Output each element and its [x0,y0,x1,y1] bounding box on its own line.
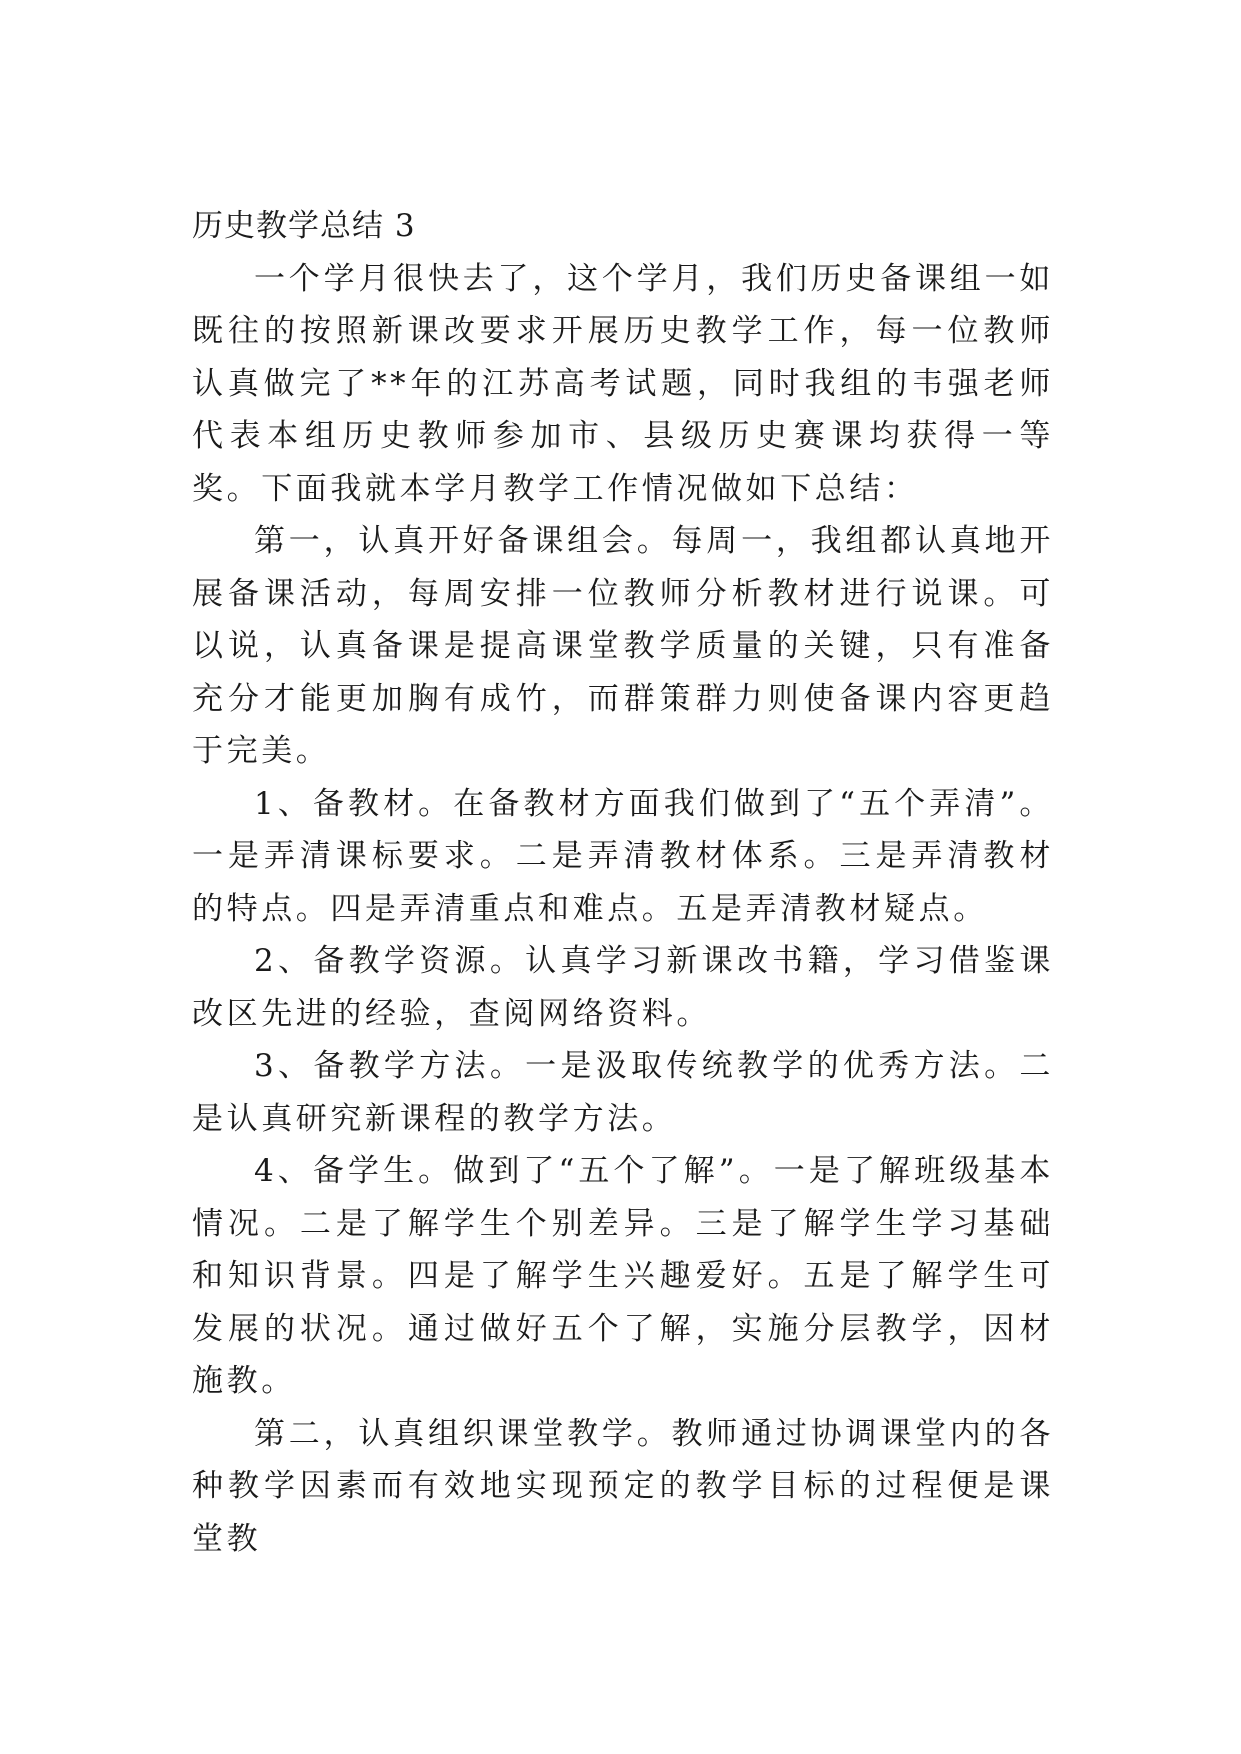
paragraph-item-1: 1、备教材。在备教材方面我们做到了“五个弄清”。一是弄清课标要求。二是弄清教材体系。三是弄清教材的特点。四是弄清重点和难点。五是弄清教材疑点。 [192,785,1054,927]
paragraph-intro: 一个学月很快去了，这个学月，我们历史备课组一如既往的按照新课改要求开展历史教学工作，每一位教师认真做完了**年的江苏高考试题，同时我组的韦强老师代表本组历史教师参加市、县级历史赛课均获得一等奖。下面我就本学月教学工作情况做如下总结： [192,260,1054,507]
paragraph-item-2: 2、备教学资源。认真学习新课改书籍，学习借鉴课改区先进的经验，查阅网络资料。 [192,943,1054,1032]
paragraph-section-one: 第一，认真开好备课组会。每周一，我组都认真地开展备课活动，每周安排一位教师分析教材进行说课。可以说，认真备课是提高课堂教学质量的关键，只有准备充分才能更加胸有成竹，而群策群力则使备课内容更趋于完美。 [192,523,1054,769]
paragraph-item-4: 4、备学生。做到了“五个了解”。一是了解班级基本情况。二是了解学生个别差异。三是了解学生学习基础和知识背景。四是了解学生兴趣爱好。五是了解学生可发展的状况。通过做好五个了解，实施分层教学，因材施教。 [192,1153,1054,1399]
document-body [192,200,1054,1565]
paragraph-item-3: 3、备教学方法。一是汲取传统教学的优秀方法。二是认真研究新课程的教学方法。 [192,1048,1054,1137]
paragraph-section-two: 第二，认真组织课堂教学。教师通过协调课堂内的各种教学因素而有效地实现预定的教学目标的过程便是课堂教 [192,1415,1054,1557]
document-title: 历史教学总结 3 [192,208,416,244]
